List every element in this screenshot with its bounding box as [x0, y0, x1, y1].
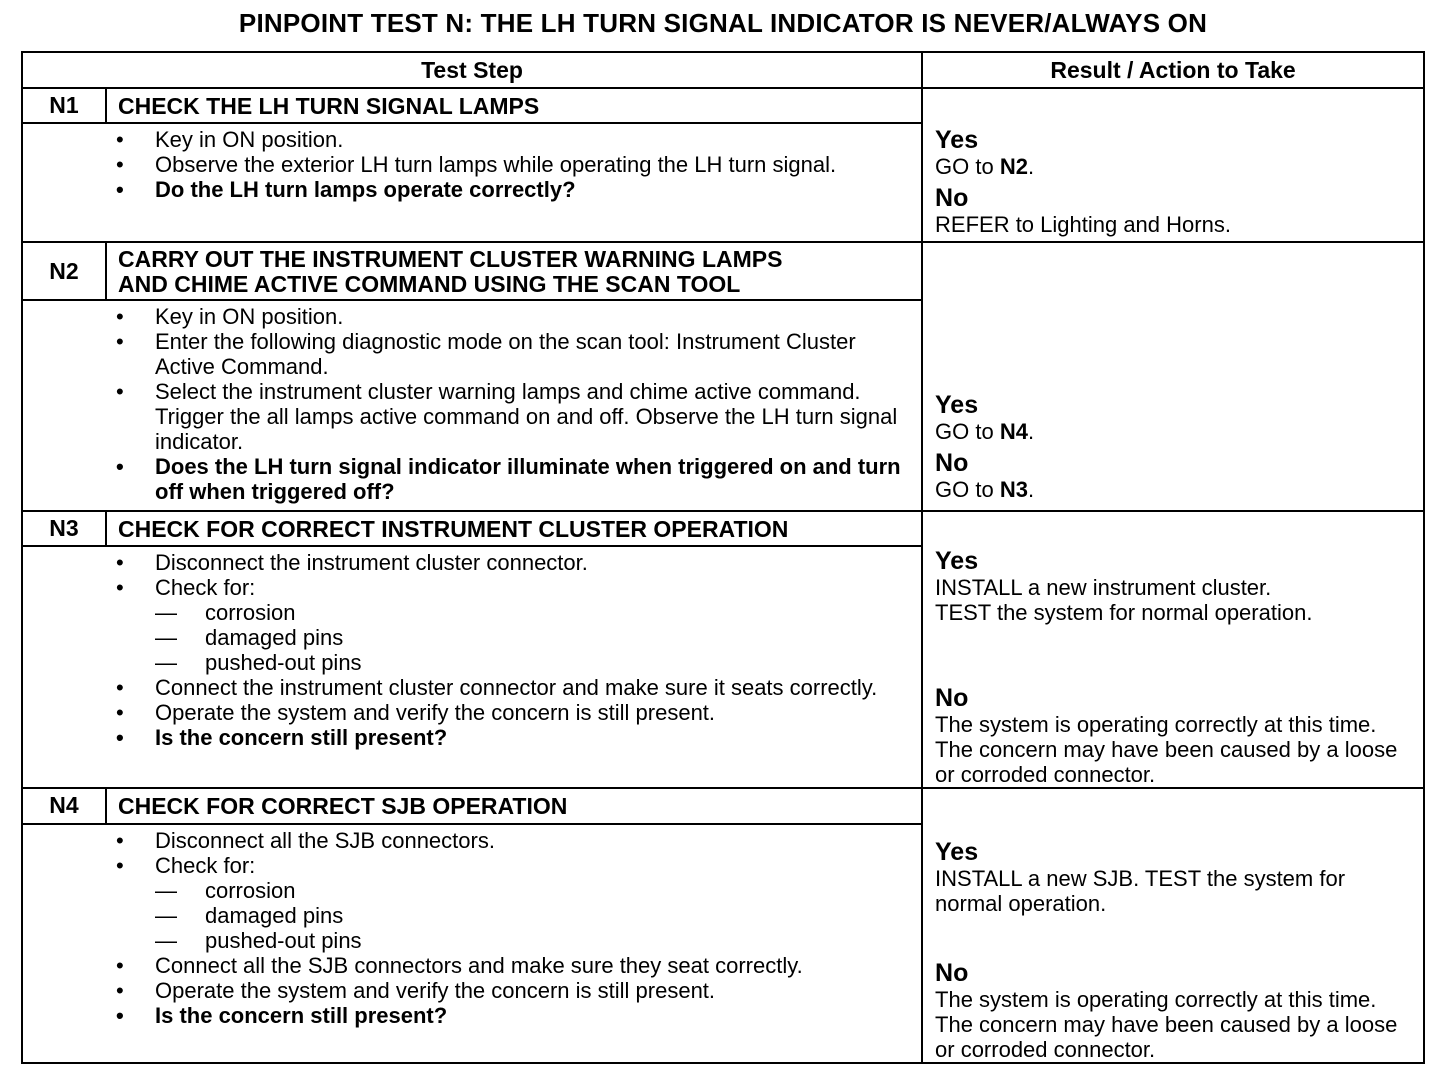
- step-n3-heading-row: [22, 511, 1424, 546]
- instruction-question: • Is the concern still present?: [106, 725, 911, 750]
- instruction-item: • Observe the exterior LH turn lamps while operating the LH turn signal.: [106, 152, 911, 177]
- step-n4-result: [922, 788, 1424, 1063]
- instruction-item: • Disconnect the instrument cluster connector.: [106, 550, 911, 575]
- no-label: No: [935, 684, 969, 712]
- instruction-item: [106, 575, 911, 675]
- instruction-item: • Enter the following diagnostic mode on the scan tool: Instrument Cluster Active Command.: [106, 329, 911, 379]
- spacer: [22, 123, 106, 242]
- yes-action: [935, 419, 1413, 444]
- step-heading: [106, 242, 922, 300]
- page-title: PINPOINT TEST N: THE LH TURN SIGNAL INDICATOR IS NEVER/ALWAYS ON: [238, 8, 1208, 38]
- no-label: No: [935, 184, 969, 212]
- instruction-item: • Disconnect all the SJB connectors.: [106, 828, 911, 853]
- step-instructions: [106, 824, 922, 1063]
- no-action: [935, 477, 1413, 502]
- no-label: No: [935, 448, 969, 477]
- yes-action: [935, 154, 1413, 179]
- check-item: — damaged pins: [155, 625, 911, 650]
- instruction-item: • Connect all the SJB connectors and make sure they seat correctly.: [106, 953, 911, 978]
- instruction-item: • Key in ON position.: [106, 127, 911, 152]
- instruction-item: • Key in ON position.: [106, 304, 911, 329]
- instruction-item: • Operate the system and verify the concern is still present.: [106, 700, 911, 725]
- step-instructions: [106, 546, 922, 788]
- instruction-text: Check for:: [155, 575, 256, 601]
- check-item: — pushed-out pins: [155, 928, 911, 953]
- step-heading-line: AND CHIME ACTIVE COMMAND USING THE SCAN TOOL: [118, 270, 741, 297]
- step-heading: CHECK FOR CORRECT SJB OPERATION: [106, 788, 922, 824]
- spacer: [22, 546, 106, 788]
- yes-step-ref: N2: [999, 154, 1028, 179]
- step-id: N2: [22, 242, 106, 300]
- yes-punct: .: [1027, 154, 1035, 179]
- step-id: N3: [22, 511, 106, 546]
- step-n1-heading-row: [22, 88, 1424, 123]
- step-n4-heading-row: [22, 788, 1424, 824]
- pinpoint-test-table: [21, 51, 1425, 1064]
- no-action: The system is operating correctly at this time. The concern may have been caused by a loose or corroded connector.: [935, 712, 1398, 787]
- instruction-item: [106, 853, 911, 953]
- header-row: [22, 52, 1424, 88]
- spacer: [22, 300, 106, 511]
- check-item: — corrosion: [155, 878, 911, 903]
- yes-label: Yes: [935, 390, 979, 419]
- instruction-item: • Select the instrument cluster warning lamps and chime active command. Trigger the all lamps active command on and off. Observe the LH turn signal indicator.: [106, 379, 911, 454]
- instruction-question: • Does the LH turn signal indicator illuminate when triggered on and turn off when triggered off?: [106, 454, 911, 504]
- no-action: REFER to Lighting and Horns.: [935, 212, 1231, 237]
- no-step-ref: N3: [999, 476, 1028, 502]
- yes-label: Yes: [935, 547, 979, 575]
- instruction-question: • Is the concern still present?: [106, 1003, 911, 1028]
- result-header: Result / Action to Take: [922, 52, 1424, 88]
- step-heading: CHECK FOR CORRECT INSTRUMENT CLUSTER OPERATION: [106, 511, 922, 546]
- instruction-item: • Operate the system and verify the concern is still present.: [106, 978, 911, 1003]
- instruction-question: • Do the LH turn lamps operate correctly?: [106, 177, 911, 202]
- step-id: N1: [22, 88, 106, 123]
- spacer: [22, 824, 106, 1063]
- yes-text: GO to: [935, 418, 1000, 444]
- step-n3-result: [922, 511, 1424, 788]
- step-instructions: [106, 300, 922, 511]
- yes-text: GO to: [935, 154, 1000, 179]
- check-item: — pushed-out pins: [155, 650, 911, 675]
- instruction-text: Check for:: [155, 852, 256, 878]
- yes-step-ref: N4: [999, 418, 1028, 444]
- step-n1-result: [922, 88, 1424, 242]
- check-item: — corrosion: [155, 600, 911, 625]
- step-heading: CHECK THE LH TURN SIGNAL LAMPS: [106, 88, 922, 123]
- test-step-header: Test Step: [22, 52, 922, 88]
- no-punct: .: [1027, 476, 1035, 502]
- check-item: — damaged pins: [155, 903, 911, 928]
- yes-label: Yes: [935, 126, 979, 154]
- no-label: No: [935, 959, 969, 987]
- step-heading-line: CARRY OUT THE INSTRUMENT CLUSTER WARNING LAMPS: [118, 245, 783, 272]
- yes-action: INSTALL a new SJB. TEST the system for normal operation.: [935, 866, 1346, 916]
- step-instructions: [106, 123, 922, 242]
- yes-action-line: INSTALL a new instrument cluster.: [935, 575, 1272, 600]
- yes-action-line: TEST the system for normal operation.: [935, 600, 1313, 625]
- no-text: GO to: [935, 476, 1000, 502]
- step-n2-heading-row: [22, 242, 1424, 300]
- no-action: The system is operating correctly at this time. The concern may have been caused by a loose or corroded connector.: [935, 987, 1398, 1062]
- step-n2-result: [922, 242, 1424, 511]
- yes-punct: .: [1027, 418, 1035, 444]
- step-id: N4: [22, 788, 106, 824]
- yes-label: Yes: [935, 838, 979, 866]
- instruction-item: • Connect the instrument cluster connector and make sure it seats correctly.: [106, 675, 911, 700]
